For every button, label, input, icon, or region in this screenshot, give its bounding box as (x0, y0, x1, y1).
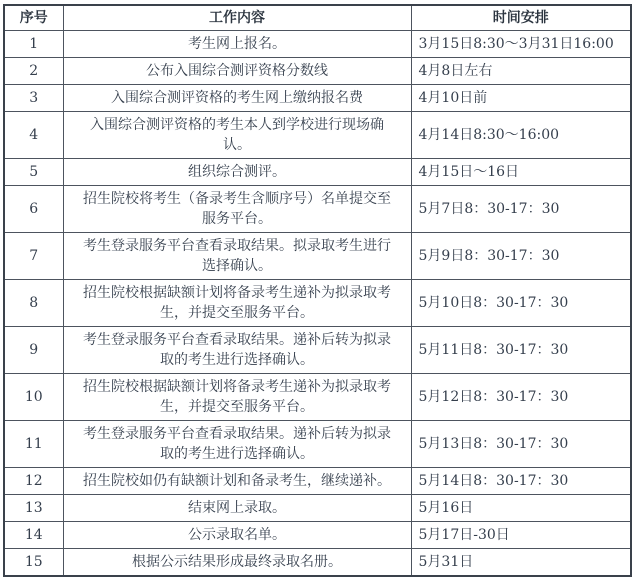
table-row (4, 58, 631, 85)
content-cell: 公示录取名单。 (63, 522, 411, 549)
time-cell: 5月10日8：30-17：30 (411, 280, 631, 327)
content-cell: 根据公示结果形成最终录取名册。 (63, 549, 411, 577)
content-cell: 考生网上报名。 (63, 31, 411, 58)
content-cell: 招生院校如仍有缺额计划和备录考生，继续递补。 (63, 468, 411, 495)
row-number-cell: 10 (4, 374, 63, 421)
time-cell: 5月13日8：30-17：30 (411, 421, 631, 468)
time-cell: 4月10日前 (411, 85, 631, 112)
content-cell: 招生院校根据缺额计划将备录考生递补为拟录取考生，并提交至服务平台。 (63, 280, 411, 327)
table-row (4, 85, 631, 112)
content-cell: 结束网上录取。 (63, 495, 411, 522)
time-cell: 4月15日～16日 (411, 159, 631, 186)
table-row (4, 186, 631, 233)
content-cell: 入围综合测评资格的考生网上缴纳报名费 (63, 85, 411, 112)
row-number-cell: 11 (4, 421, 63, 468)
row-number-cell: 14 (4, 522, 63, 549)
table-row (4, 112, 631, 159)
row-number-cell: 7 (4, 233, 63, 280)
table-row (4, 421, 631, 468)
time-cell: 5月17日-30日 (411, 522, 631, 549)
time-cell: 5月11日8：30-17：30 (411, 327, 631, 374)
time-cell: 4月8日左右 (411, 58, 631, 85)
content-cell: 招生院校根据缺额计划将备录考生递补为拟录取考生，并提交至服务平台。 (63, 374, 411, 421)
time-cell: 5月7日8：30-17：30 (411, 186, 631, 233)
row-number-cell: 2 (4, 58, 63, 85)
schedule-table-container (3, 4, 632, 577)
time-cell: 5月12日8：30-17：30 (411, 374, 631, 421)
table-row (4, 522, 631, 549)
content-cell: 招生院校将考生（备录考生含顺序号）名单提交至服务平台。 (63, 186, 411, 233)
table-row (4, 280, 631, 327)
table-row (4, 327, 631, 374)
schedule-table (3, 4, 632, 577)
table-row (4, 549, 631, 577)
column-header-content: 工作内容 (63, 5, 411, 31)
table-row (4, 495, 631, 522)
content-cell: 考生登录服务平台查看录取结果。递补后转为拟录取的考生进行选择确认。 (63, 327, 411, 374)
content-cell: 入围综合测评资格的考生本人到学校进行现场确认。 (63, 112, 411, 159)
time-cell: 4月14日8:30～16:00 (411, 112, 631, 159)
row-number-cell: 6 (4, 186, 63, 233)
table-row (4, 31, 631, 58)
row-number-cell: 9 (4, 327, 63, 374)
row-number-cell: 1 (4, 31, 63, 58)
content-cell: 组织综合测评。 (63, 159, 411, 186)
content-cell: 考生登录服务平台查看录取结果。拟录取考生进行选择确认。 (63, 233, 411, 280)
row-number-cell: 4 (4, 112, 63, 159)
row-number-cell: 12 (4, 468, 63, 495)
row-number-cell: 13 (4, 495, 63, 522)
row-number-cell: 15 (4, 549, 63, 577)
row-number-cell: 5 (4, 159, 63, 186)
column-header-time: 时间安排 (411, 5, 631, 31)
time-cell: 5月9日8：30-17：30 (411, 233, 631, 280)
time-cell: 5月16日 (411, 495, 631, 522)
column-header-number: 序号 (4, 5, 63, 31)
row-number-cell: 8 (4, 280, 63, 327)
time-cell: 5月14日8：30-17：30 (411, 468, 631, 495)
table-row (4, 159, 631, 186)
table-row (4, 374, 631, 421)
header-row (4, 5, 631, 31)
table-body (4, 31, 631, 577)
content-cell: 考生登录服务平台查看录取结果。递补后转为拟录取的考生进行选择确认。 (63, 421, 411, 468)
time-cell: 5月31日 (411, 549, 631, 577)
time-cell: 3月15日8:30～3月31日16:00 (411, 31, 631, 58)
row-number-cell: 3 (4, 85, 63, 112)
content-cell: 公布入围综合测评资格分数线 (63, 58, 411, 85)
table-row (4, 468, 631, 495)
table-row (4, 233, 631, 280)
